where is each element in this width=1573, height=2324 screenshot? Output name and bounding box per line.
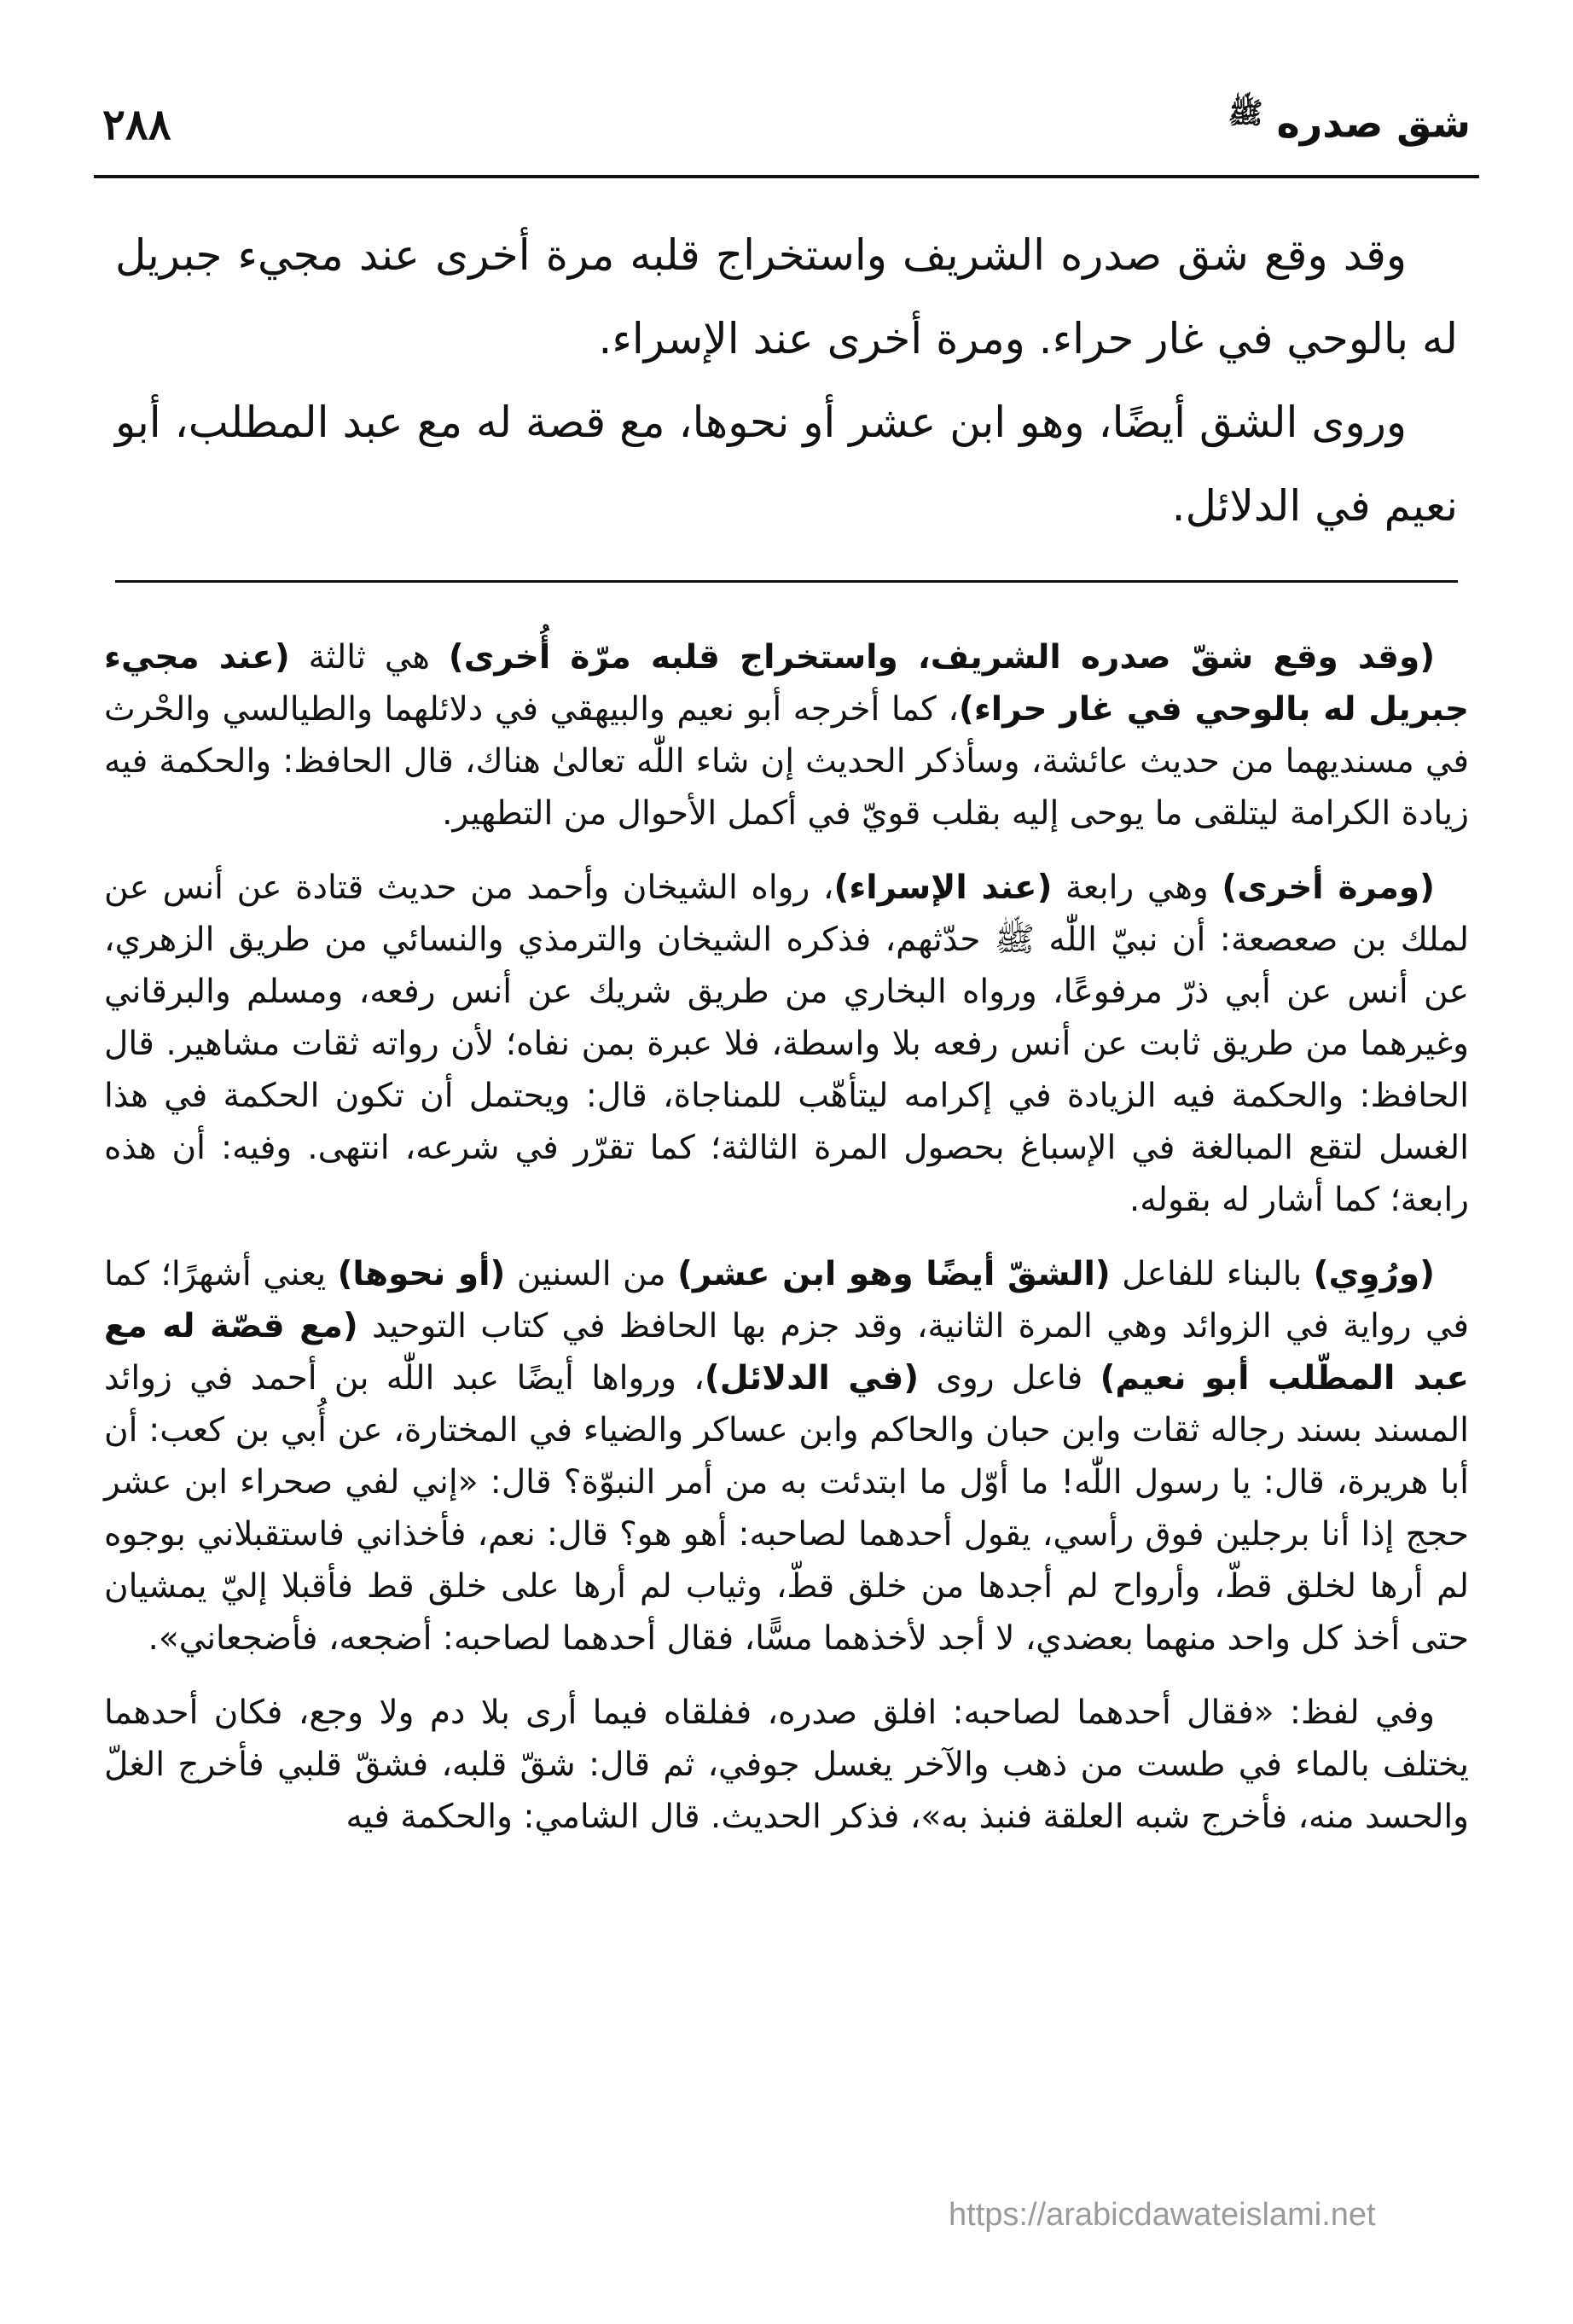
quoted-phrase: (في الدلائل): [704, 1359, 920, 1397]
commentary-paragraph-2: [104, 862, 1469, 1226]
commentary-paragraph-4: [104, 1687, 1469, 1843]
commentary-text: وفي لفظ: «فقال أحدهما لصاحبه: افلق صدره، ففلقاه فيما أرى بلا دم ولا وجع، فكان أحدهما يختلف بالماء في طست من ذهب والآخر يغسل جوفي، ثم قال: شقّ قلبه، فشقّ قلبي فأخرج الغلّ والحسد منه، فأخرج شبه العلقة فنبذ به»، فذكر الحديث. قال الشامي: والحكمة فيه: [104, 1694, 1469, 1836]
commentary-paragraph-3: [104, 1248, 1469, 1665]
chapter-title: [1228, 96, 1471, 146]
quoted-phrase: (ومرة أخرى): [1222, 869, 1435, 907]
commentary-paragraph-1: [104, 631, 1469, 840]
commentary-text: فاعل روى: [919, 1359, 1100, 1397]
quoted-phrase: (عند الإسراء): [833, 869, 1053, 907]
quoted-phrase: (وقد وقع شقّ صدره الشريف، واستخراج قلبه مرّة أُخرى): [448, 638, 1436, 677]
chapter-title-text: شق صدره: [1276, 100, 1471, 147]
commentary-text: ، رواه الشيخان وأحمد من حديث قتادة عن أنس عن لملك بن صعصعة: أن نبيّ اللّٰه ﷺ حدّثهم، فذكره الشيخان والترمذي والنسائي من طريق الزهري، عن أنس عن أبي ذرّ مرفوعًا، ورواه البخاري من طريق شريك عن أنس رفعه، ومسلم والبرقاني وغيرهما من طريق ثابت عن أنس رفعه بلا واسطة، فلا عبرة بمن نفاه؛ لأن رواته ثقات مشاهير. قال الحافظ: والحكمة فيه الزيادة في إكرامه ليتأهّب للمناجاة، قال: ويحتمل أن تكون الحكمة في هذا الغسل لتقع المبالغة في الإسباغ بحصول المرة الثالثة؛ كما تقرّر في شرعه، انتهى. وفيه: أن هذه رابعة؛ كما أشار له بقوله.: [104, 869, 1469, 1219]
main-text-paragraph-2: وروى الشق أيضًا، وهو ابن عشر أو نحوها، مع قصة له مع عبد المطلب، أبو نعيم في الدلائل.: [115, 398, 1458, 531]
commentary-text: بالبناء للفاعل: [1110, 1255, 1314, 1293]
main-text: [115, 213, 1458, 548]
quoted-phrase: (مع قصّة له مع عبد المطّلب أبو نعيم): [104, 1307, 1469, 1397]
commentary-text: ، كما أخرجه أبو نعيم والبيهقي في دلائلهما والطيالسي والحْرث في مسنديهما من حديث عائشة، وسأذكر الحديث إن شاء اللّٰه تعالىٰ هناك، قال الحافظ: والحكمة فيه زيادة الكرامة ليتلقى ما يوحى إليه بقلب قويّ في أكمل الأحوال من التطهير.: [104, 690, 1469, 833]
quoted-phrase: (عند مجيء جبريل له بالوحي في غار حراء): [104, 638, 1469, 729]
page-number: ٢٨٨: [102, 99, 171, 149]
commentary-text: يعني أشهرًا؛ كما في رواية في الزوائد وهي المرة الثانية، وقد جزم بها الحافظ في كتاب التوحيد: [104, 1255, 1469, 1345]
quoted-phrase: (أو نحوها): [337, 1255, 506, 1293]
commentary-text: هي ثالثة: [289, 638, 449, 677]
commentary: [104, 631, 1469, 1865]
running-header: [94, 92, 1479, 160]
commentary-divider: [115, 580, 1458, 583]
commentary-text: وهي رابعة: [1052, 869, 1222, 907]
commentary-text: من السنين: [505, 1255, 678, 1293]
honorific-glyph: ﷺ: [1228, 96, 1263, 131]
header-rule: [94, 175, 1479, 178]
quoted-phrase: (الشقّ أيضًا وهو ابن عشر): [677, 1255, 1111, 1293]
commentary-text: ، ورواها أيضًا عبد اللّٰه بن أحمد في زوائد المسند بسند رجاله ثقات وابن حبان والحاكم وابن عساكر والضياء في المختارة، عن أُبي بن كعب: أن أبا هريرة، قال: يا رسول اللّٰه! ما أوّل ما ابتدئت به من أمر النبوّة؟ قال: «إني لفي صحراء ابن عشر حجج إذا أنا برجلين فوق رأسي، يقول أحدهما لصاحبه: أهو هو؟ قال: نعم، فأخذاني فاستقبلاني بوجوه لم أرها لخلق قطّ، وأرواح لم أجدها من خلق قطّ، وثياب لم أرها على خلق قط فأقبلا إليّ يمشيان حتى أخذ كل واحد منهما بعضدي، لا أجد لأخذهما مسًّا، فقال أحدهما لصاحبه: أضجعه، فأضجعاني».: [104, 1359, 1469, 1658]
main-text-paragraph-1: وقد وقع شق صدره الشريف واستخراج قلبه مرة أخرى عند مجيء جبريل له بالوحي في غار حراء. ومرة أخرى عند الإسراء.: [115, 230, 1458, 363]
watermark-url: https://arabicdawateislami.net: [949, 2197, 1376, 2233]
quoted-phrase: (ورُوِي): [1313, 1255, 1435, 1293]
